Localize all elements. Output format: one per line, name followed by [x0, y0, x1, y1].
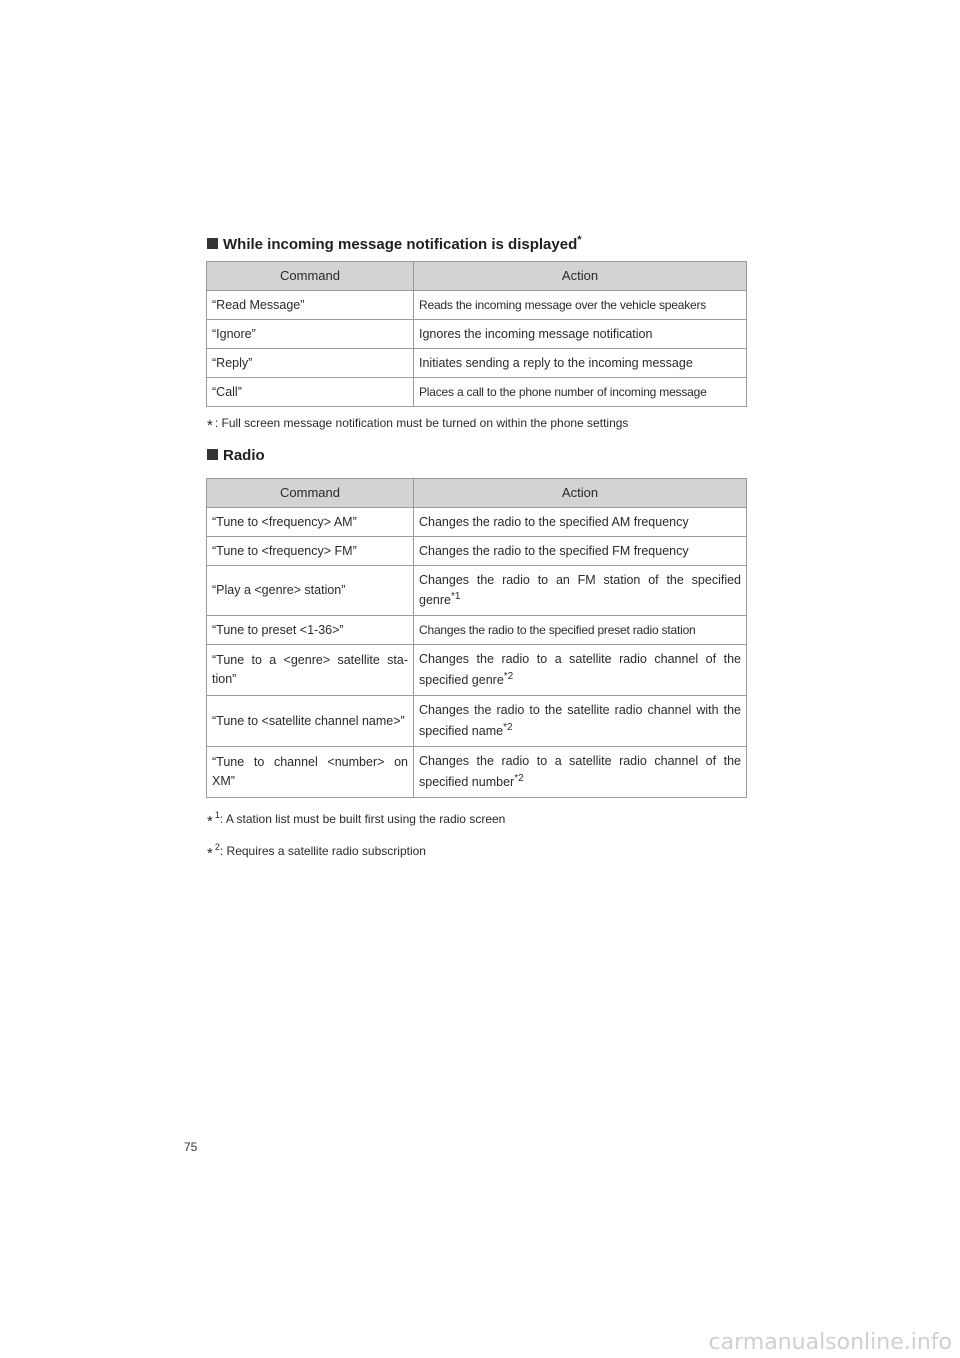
table-header-row [207, 479, 747, 508]
footnote-mark: *2 [514, 772, 524, 784]
message-footnote: * : Full screen message notification must be turned on within the phone settings [207, 416, 629, 434]
action-cell: Changes the radio to an FM station of the specified genre$^{*1}$ [414, 566, 747, 616]
action-cell: Initiates sending a reply to the incoming message [414, 349, 747, 378]
action-cell: Changes the radio to a satellite radio channel of the specified genre$^{*2}$ [414, 645, 747, 696]
command-cell: “Tune to <frequency> FM” [207, 537, 414, 566]
command-cell: “Tune to channel <number> on XM” [207, 747, 414, 798]
command-cell: “Reply” [207, 349, 414, 378]
table-row [207, 508, 747, 537]
table-row [207, 349, 747, 378]
table-row [207, 747, 747, 798]
header-command: Command [207, 479, 414, 508]
table-row [207, 320, 747, 349]
action-cell: Changes the radio to the specified preset radio station [414, 616, 747, 645]
command-cell: “Read Message” [207, 291, 414, 320]
command-cell: “Ignore” [207, 320, 414, 349]
command-cell: “Tune to <frequency> AM” [207, 508, 414, 537]
table-row [207, 566, 747, 616]
action-cell: Changes the radio to a satellite radio channel of the specified number$^{*2}$ [414, 747, 747, 798]
table-row [207, 645, 747, 696]
message-commands-table [206, 261, 747, 407]
action-cell: Changes the radio to the specified FM frequency [414, 537, 747, 566]
command-cell: “Tune to preset <1-36>” [207, 616, 414, 645]
action-cell: Changes the radio to the specified AM frequency [414, 508, 747, 537]
command-cell: “Play a <genre> station” [207, 566, 414, 616]
command-cell: “Call” [207, 378, 414, 407]
section-title-radio: Radio [207, 447, 265, 464]
header-command: Command [207, 262, 414, 291]
header-action: Action [414, 262, 747, 291]
page-number: 75 [184, 1140, 198, 1154]
table-row [207, 616, 747, 645]
action-cell: Reads the incoming message over the vehicle speakers [414, 291, 747, 320]
action-cell: Places a call to the phone number of incoming message [414, 378, 747, 407]
footnote-mark: *1 [450, 591, 461, 603]
square-bullet-icon [207, 238, 218, 249]
footnote-mark: * [577, 234, 582, 246]
table-header-row [207, 262, 747, 291]
radio-commands-table [206, 478, 747, 798]
action-cell: Changes the radio to the satellite radio channel with the specified name$^{*2}$ [414, 696, 747, 747]
table-row [207, 696, 747, 747]
table-row [207, 537, 747, 566]
radio-footnote-1: * $^1$: A station list must be built first using the radio screen [207, 810, 506, 830]
square-bullet-icon [207, 449, 218, 460]
footnote-mark: *2 [503, 670, 514, 682]
radio-footnote-2: * $^2$: Requires a satellite radio subscription [207, 842, 426, 862]
table-row [207, 378, 747, 407]
command-cell: “Tune to <satellite channel name>” [207, 696, 414, 747]
action-cell: Ignores the incoming message notification [414, 320, 747, 349]
watermark[interactable]: carmanualsonline.info [708, 1330, 952, 1355]
footnote-mark: *2 [503, 721, 513, 733]
table-row [207, 291, 747, 320]
command-cell: “Tune to a <genre> satellite sta-tion” [207, 645, 414, 696]
header-action: Action [414, 479, 747, 508]
section-title-message: While incoming message notification is displayed* [207, 234, 582, 253]
